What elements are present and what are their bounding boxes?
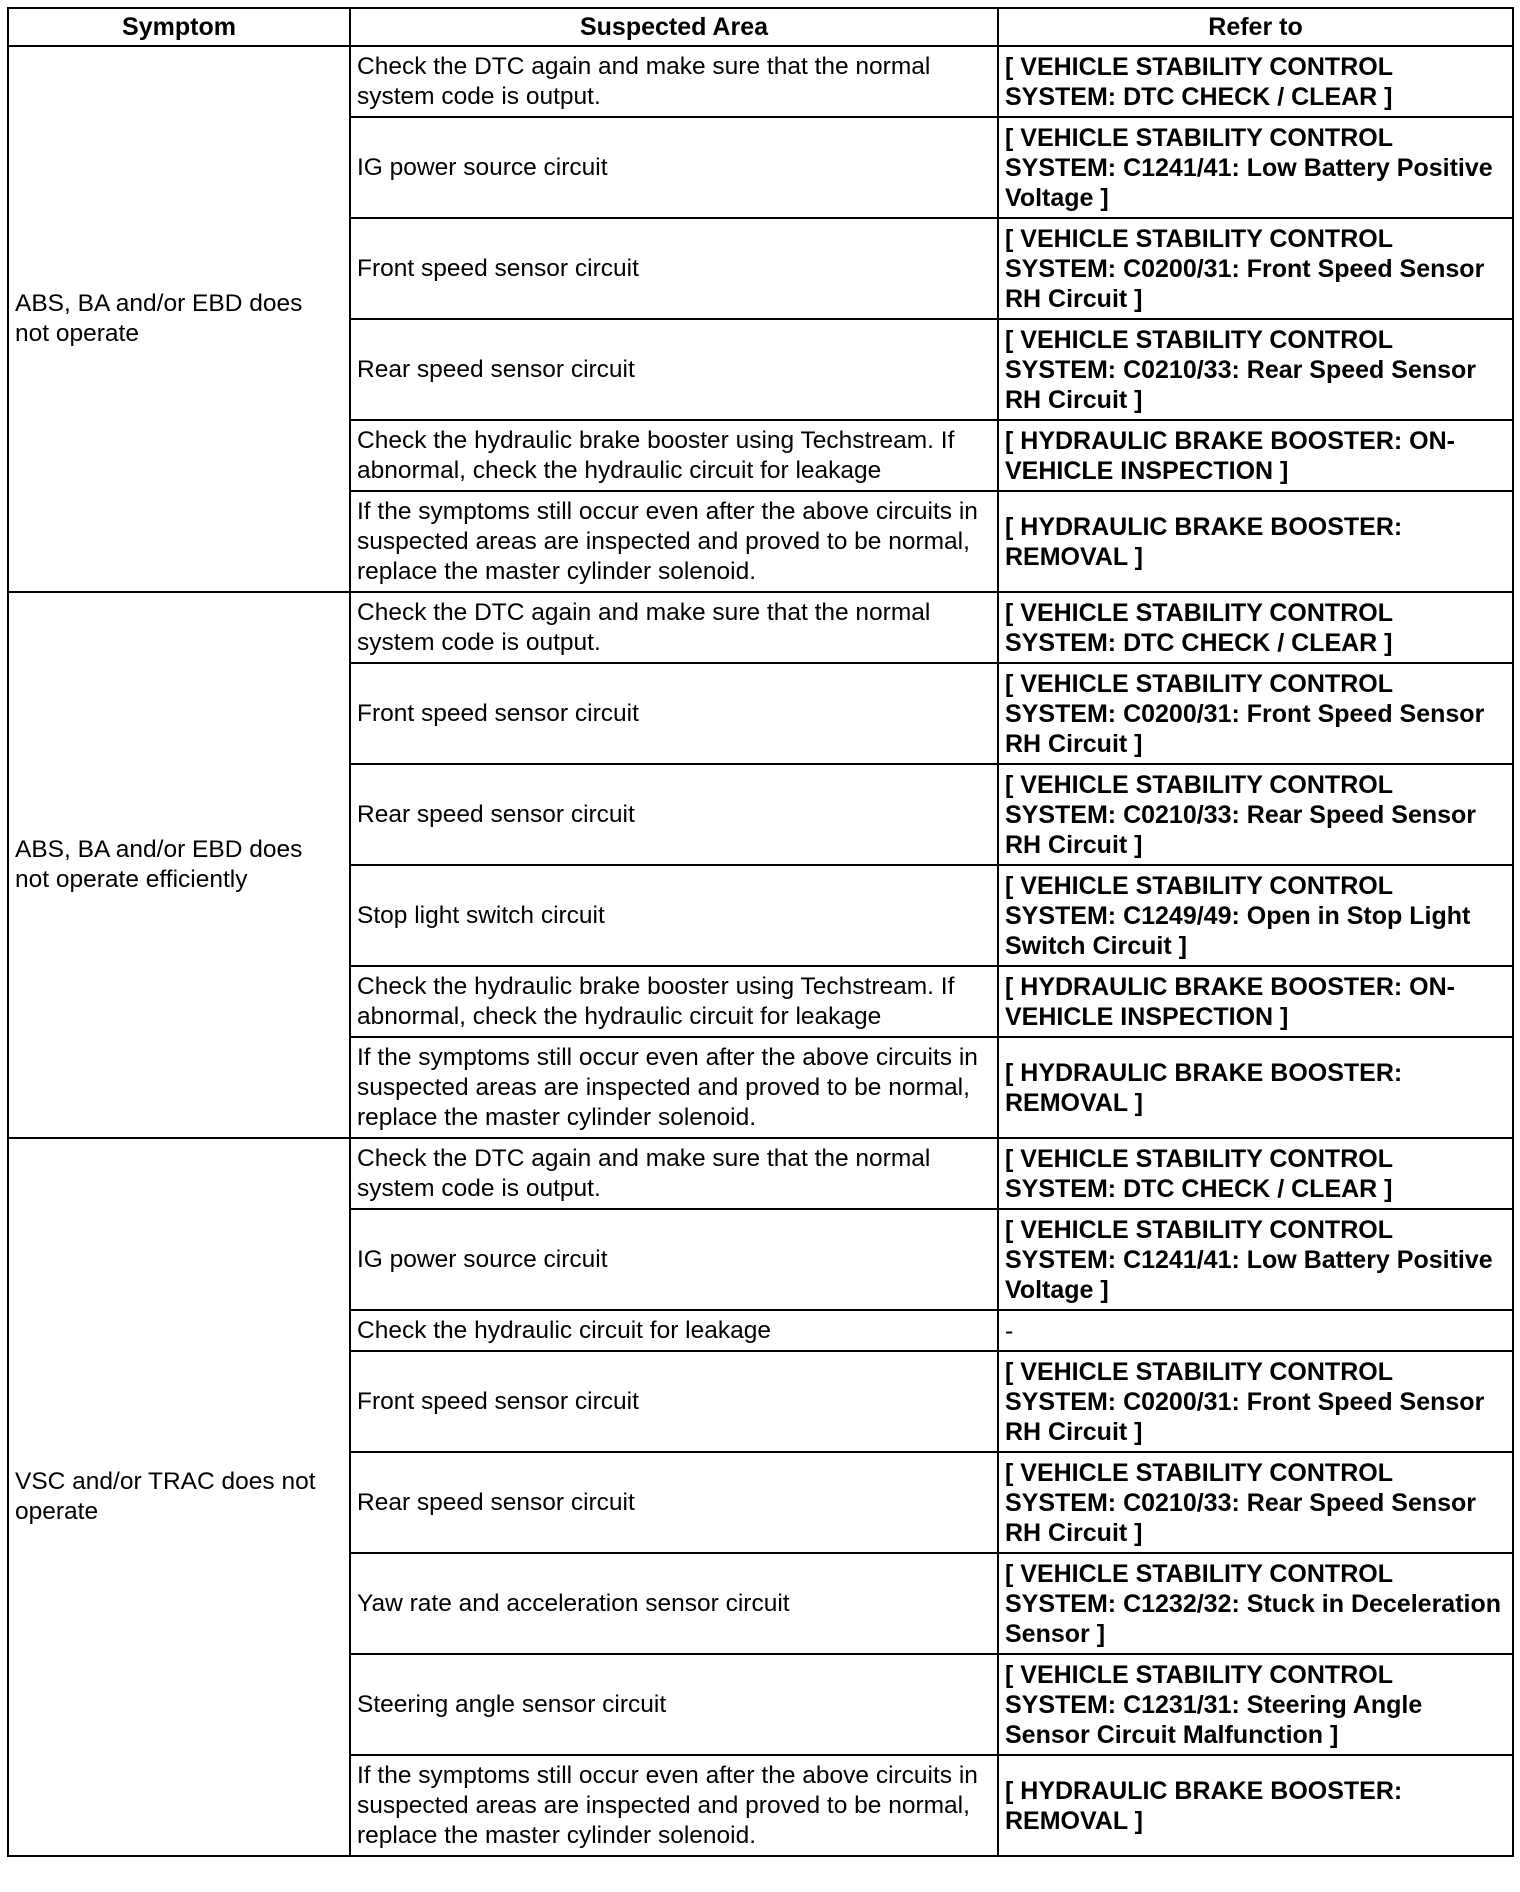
- suspected-area-cell: IG power source circuit: [350, 1209, 998, 1310]
- suspected-area-cell: If the symptoms still occur even after the above circuits in suspected areas are inspected and proved to be normal, replace the master cylinder solenoid.: [350, 1037, 998, 1138]
- refer-to-cell: [ HYDRAULIC BRAKE BOOSTER: ON-VEHICLE INSPECTION ]: [998, 420, 1513, 491]
- refer-to-cell: -: [998, 1310, 1513, 1351]
- header-row: [8, 8, 1513, 46]
- suspected-area-cell: If the symptoms still occur even after the above circuits in suspected areas are inspected and proved to be normal, replace the master cylinder solenoid.: [350, 491, 998, 592]
- suspected-area-cell: If the symptoms still occur even after the above circuits in suspected areas are inspected and proved to be normal, replace the master cylinder solenoid.: [350, 1755, 998, 1856]
- suspected-area-cell: IG power source circuit: [350, 117, 998, 218]
- header-refer-to: Refer to: [998, 8, 1513, 46]
- suspected-area-cell: Yaw rate and acceleration sensor circuit: [350, 1553, 998, 1654]
- suspected-area-cell: Check the DTC again and make sure that the normal system code is output.: [350, 592, 998, 663]
- refer-to-cell: [ VEHICLE STABILITY CONTROL SYSTEM: DTC CHECK / CLEAR ]: [998, 1138, 1513, 1209]
- suspected-area-cell: Check the hydraulic brake booster using Techstream. If abnormal, check the hydraulic circuit for leakage: [350, 966, 998, 1037]
- refer-to-cell: [ VEHICLE STABILITY CONTROL SYSTEM: C0210/33: Rear Speed Sensor RH Circuit ]: [998, 1452, 1513, 1553]
- suspected-area-cell: Stop light switch circuit: [350, 865, 998, 966]
- suspected-area-cell: Check the DTC again and make sure that the normal system code is output.: [350, 1138, 998, 1209]
- refer-to-cell: [ VEHICLE STABILITY CONTROL SYSTEM: DTC CHECK / CLEAR ]: [998, 592, 1513, 663]
- problem-symptoms-table: [7, 7, 1514, 1857]
- refer-to-cell: [ VEHICLE STABILITY CONTROL SYSTEM: C0200/31: Front Speed Sensor RH Circuit ]: [998, 218, 1513, 319]
- refer-to-cell: [ VEHICLE STABILITY CONTROL SYSTEM: C0210/33: Rear Speed Sensor RH Circuit ]: [998, 764, 1513, 865]
- suspected-area-cell: Check the hydraulic circuit for leakage: [350, 1310, 998, 1351]
- suspected-area-cell: Front speed sensor circuit: [350, 663, 998, 764]
- table-row: [8, 592, 1513, 663]
- symptom-cell: VSC and/or TRAC does not operate: [8, 1138, 350, 1856]
- refer-to-cell: [ HYDRAULIC BRAKE BOOSTER: REMOVAL ]: [998, 1037, 1513, 1138]
- symptom-cell: ABS, BA and/or EBD does not operate efficiently: [8, 592, 350, 1138]
- symptom-cell: ABS, BA and/or EBD does not operate: [8, 46, 350, 592]
- refer-to-cell: [ HYDRAULIC BRAKE BOOSTER: REMOVAL ]: [998, 491, 1513, 592]
- refer-to-cell: [ VEHICLE STABILITY CONTROL SYSTEM: C0200/31: Front Speed Sensor RH Circuit ]: [998, 1351, 1513, 1452]
- table-row: [8, 1138, 1513, 1209]
- suspected-area-cell: Front speed sensor circuit: [350, 218, 998, 319]
- refer-to-cell: [ HYDRAULIC BRAKE BOOSTER: ON-VEHICLE INSPECTION ]: [998, 966, 1513, 1037]
- header-suspected-area: Suspected Area: [350, 8, 998, 46]
- refer-to-cell: [ VEHICLE STABILITY CONTROL SYSTEM: C1249/49: Open in Stop Light Switch Circuit ]: [998, 865, 1513, 966]
- refer-to-cell: [ VEHICLE STABILITY CONTROL SYSTEM: DTC CHECK / CLEAR ]: [998, 46, 1513, 117]
- suspected-area-cell: Rear speed sensor circuit: [350, 1452, 998, 1553]
- refer-to-cell: [ VEHICLE STABILITY CONTROL SYSTEM: C1232/32: Stuck in Deceleration Sensor ]: [998, 1553, 1513, 1654]
- table-row: [8, 46, 1513, 117]
- suspected-area-cell: Front speed sensor circuit: [350, 1351, 998, 1452]
- suspected-area-cell: Rear speed sensor circuit: [350, 764, 998, 865]
- header-symptom: Symptom: [8, 8, 350, 46]
- suspected-area-cell: Rear speed sensor circuit: [350, 319, 998, 420]
- suspected-area-cell: Check the DTC again and make sure that the normal system code is output.: [350, 46, 998, 117]
- refer-to-cell: [ VEHICLE STABILITY CONTROL SYSTEM: C1241/41: Low Battery Positive Voltage ]: [998, 1209, 1513, 1310]
- refer-to-cell: [ VEHICLE STABILITY CONTROL SYSTEM: C0200/31: Front Speed Sensor RH Circuit ]: [998, 663, 1513, 764]
- refer-to-cell: [ HYDRAULIC BRAKE BOOSTER: REMOVAL ]: [998, 1755, 1513, 1856]
- suspected-area-cell: Check the hydraulic brake booster using Techstream. If abnormal, check the hydraulic circuit for leakage: [350, 420, 998, 491]
- refer-to-cell: [ VEHICLE STABILITY CONTROL SYSTEM: C1231/31: Steering Angle Sensor Circuit Malfunction ]: [998, 1654, 1513, 1755]
- refer-to-cell: [ VEHICLE STABILITY CONTROL SYSTEM: C1241/41: Low Battery Positive Voltage ]: [998, 117, 1513, 218]
- suspected-area-cell: Steering angle sensor circuit: [350, 1654, 998, 1755]
- refer-to-cell: [ VEHICLE STABILITY CONTROL SYSTEM: C0210/33: Rear Speed Sensor RH Circuit ]: [998, 319, 1513, 420]
